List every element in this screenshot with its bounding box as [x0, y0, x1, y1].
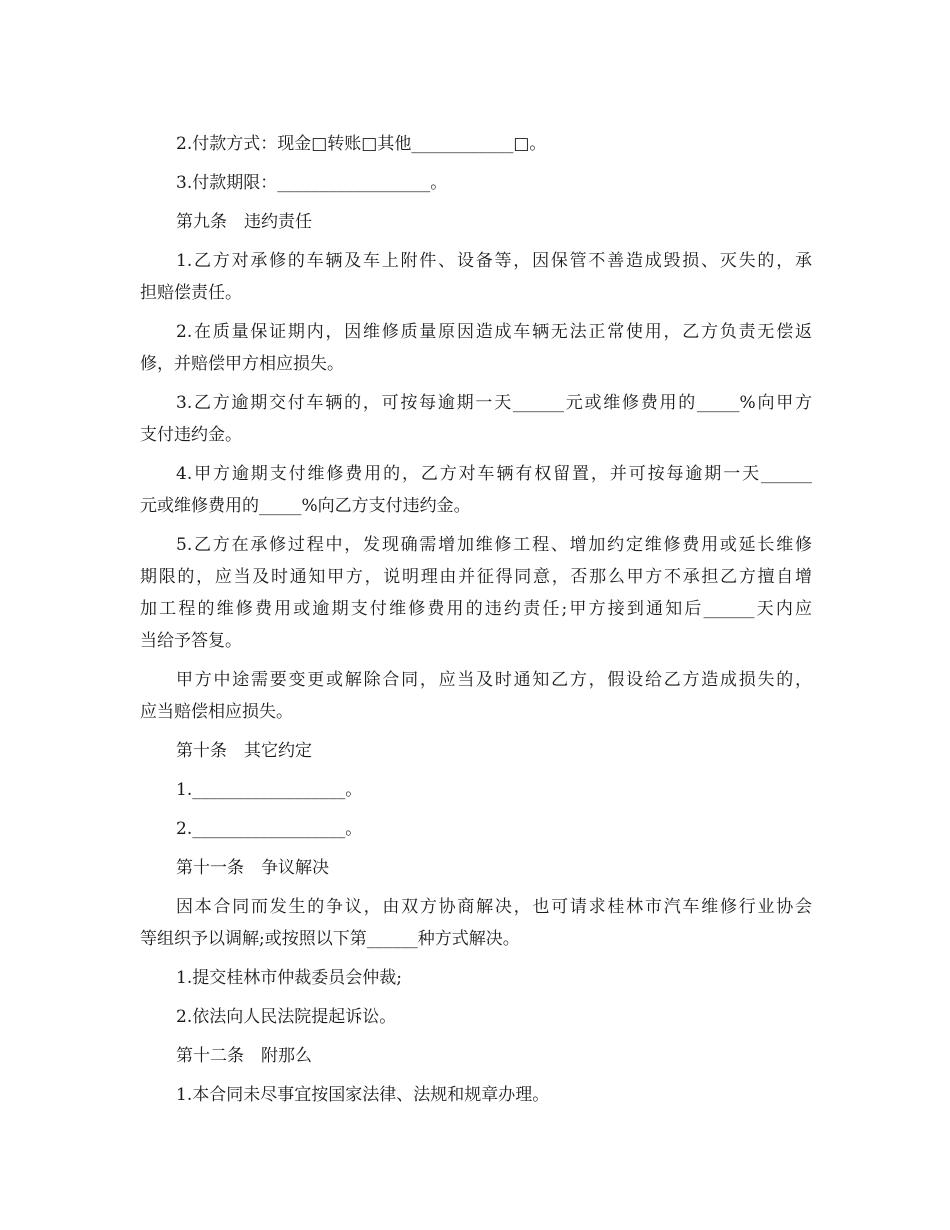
- article-10-heading: 第十条 其它约定: [176, 741, 312, 761]
- article-12-heading: 第十二条 附那么: [176, 1046, 312, 1066]
- other-agreement-2: 2.__________________。: [176, 819, 363, 839]
- termination-clause-line-2: 应当赔偿相应损失。: [140, 702, 293, 722]
- article-9-heading: 第九条 违约责任: [176, 212, 312, 232]
- article-11-heading: 第十一条 争议解决: [176, 858, 329, 878]
- dispute-clause-line-2: 等组织予以调解;或按照以下第______种方式解决。: [140, 929, 520, 949]
- liability-clause-5-line-1: 5.乙方在承修过程中，发现确需增加维修工程、增加约定维修费用或延长维修: [176, 535, 812, 555]
- liability-clause-3-line-2: 支付违约金。: [140, 425, 242, 445]
- other-agreement-1: 1.__________________。: [176, 780, 363, 800]
- termination-clause-line-1: 甲方中途需要变更或解除合同，应当及时通知乙方，假设给乙方造成损失的，: [176, 670, 812, 690]
- payment-method-line: 2.付款方式：现金□转账□其他____________□。: [176, 134, 547, 154]
- dispute-option-1: 1.提交桂林市仲裁委员会仲裁;: [176, 968, 402, 988]
- liability-clause-5-line-3: 加工程的维修费用或逾期支付维修费用的违约责任;甲方接到通知后______天内应: [140, 599, 812, 619]
- liability-clause-1-line-2: 担赔偿责任。: [140, 283, 242, 303]
- payment-deadline-line: 3.付款期限：__________________。: [176, 173, 448, 193]
- liability-clause-5-line-2: 期限的，应当及时通知甲方，说明理由并征得同意，否那么甲方不承担乙方擅自增: [140, 567, 812, 587]
- liability-clause-5-line-4: 当给予答复。: [140, 631, 242, 651]
- liability-clause-4-line-1: 4.甲方逾期支付维修费用的，乙方对车辆有权留置，并可按每逾期一天______: [176, 464, 812, 484]
- liability-clause-3-line-1: 3.乙方逾期交付车辆的，可按每逾期一天______元或维修费用的_____%向甲方: [176, 393, 812, 413]
- liability-clause-1-line-1: 1.乙方对承修的车辆及车上附件、设备等，因保管不善造成毁损、灭失的，承: [176, 251, 812, 271]
- dispute-clause-line-1: 因本合同而发生的争议，由双方协商解决，也可请求桂林市汽车维修行业协会: [176, 897, 812, 917]
- supplementary-clause-1: 1.本合同未尽事宜按国家法律、法规和规章办理。: [176, 1085, 550, 1105]
- liability-clause-4-line-2: 元或维修费用的_____%向乙方支付违约金。: [140, 496, 471, 516]
- liability-clause-2-line-1: 2.在质量保证期内，因维修质量原因造成车辆无法正常使用，乙方负责无偿返: [176, 322, 812, 342]
- liability-clause-2-line-2: 修，并赔偿甲方相应损失。: [140, 354, 344, 374]
- dispute-option-2: 2.依法向人民法院提起诉讼。: [176, 1007, 397, 1027]
- contract-text-body: [140, 128, 812, 1111]
